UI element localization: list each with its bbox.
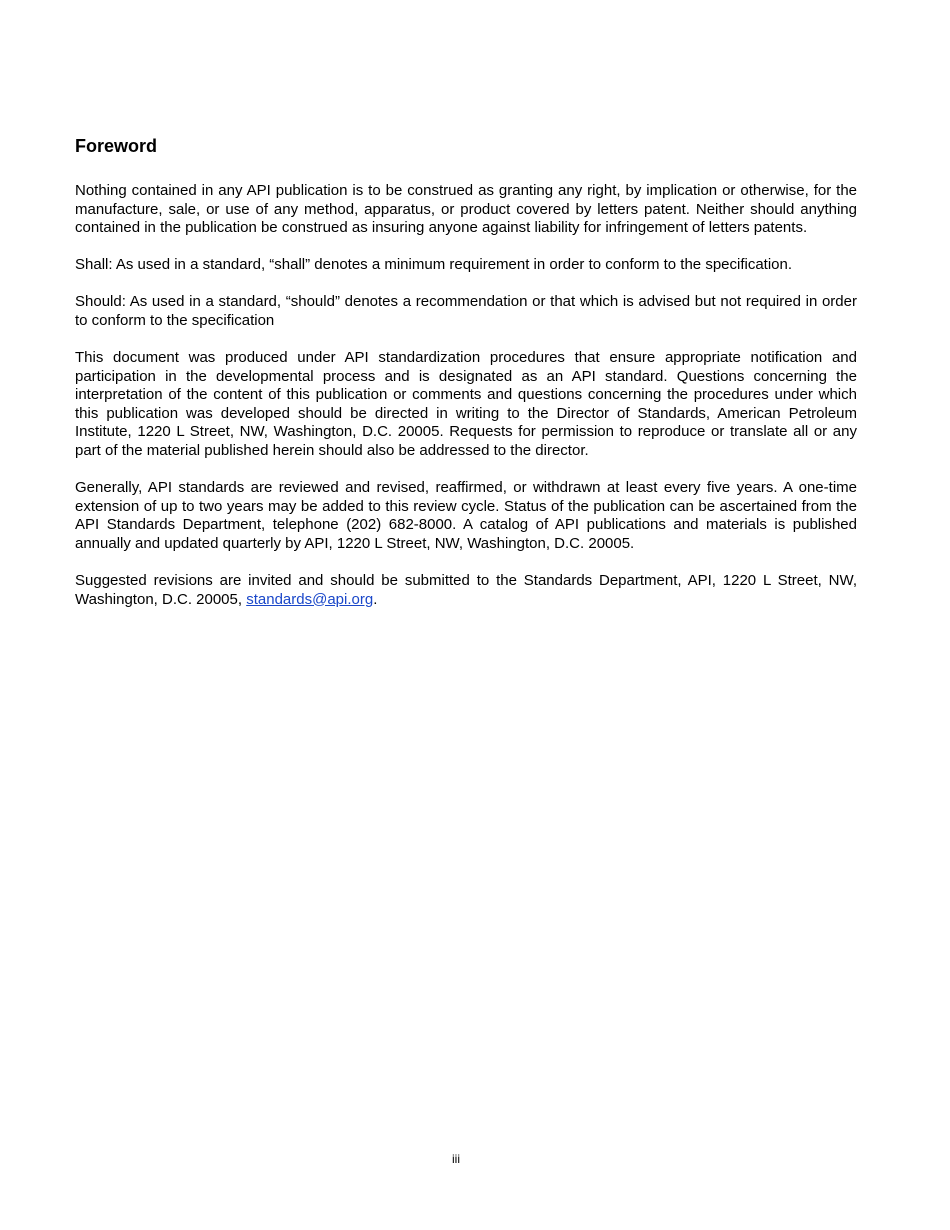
- paragraph-standardization-procedures: This document was produced under API standardization procedures that ensure appropriate notification and participation in the developmental process and is designated as an API standard. Questions concerning the interpretation of the content of this publication or comments and questions concerning the procedures under which this publication was developed should be directed in writing to the Director of Standards, American Petroleum Institute, 1220 L Street, NW, Washington, D.C. 20005. Requests for permission to reproduce or translate all or any part of the material published herein should also be addressed to the director.: [75, 349, 857, 460]
- paragraph-shall-definition: Shall: As used in a standard, “shall” denotes a minimum requirement in order to conform to the specification.: [75, 256, 793, 274]
- foreword-body: [75, 182, 857, 628]
- suggested-revisions-period: .: [373, 590, 378, 608]
- standards-email-link[interactable]: standards@api.org: [246, 590, 374, 608]
- page-title: Foreword: [75, 136, 158, 156]
- paragraph-should-definition: Should: As used in a standard, “should” denotes a recommendation or that which is advised but not required in order to conform to the specification: [75, 293, 857, 329]
- paragraph-review-cycle: Generally, API standards are reviewed and revised, reaffirmed, or withdrawn at least every five years. A one-time extension of up to two years may be added to this review cycle. Status of the publication can be ascertained from the API Standards Department, telephone (202) 682-8000. A catalog of API publications and materials is published annually and updated quarterly by API, 1220 L Street, NW, Washington, D.C. 20005.: [75, 479, 857, 552]
- paragraph-suggested-revisions: [75, 572, 857, 609]
- suggested-revisions-text: Suggested revisions are invited and should be submitted to the Standards Department, API, 1220 L Street, NW, Washington, D.C. 20005,: [75, 572, 857, 608]
- page-number: iii: [452, 1152, 460, 1166]
- paragraph-patent-disclaimer: Nothing contained in any API publication is to be construed as granting any right, by implication or otherwise, for the manufacture, sale, or use of any method, apparatus, or product covered by letters patent. Neither should anything contained in the publication be construed as insuring anyone against liability for infringement of letters patents.: [75, 182, 857, 237]
